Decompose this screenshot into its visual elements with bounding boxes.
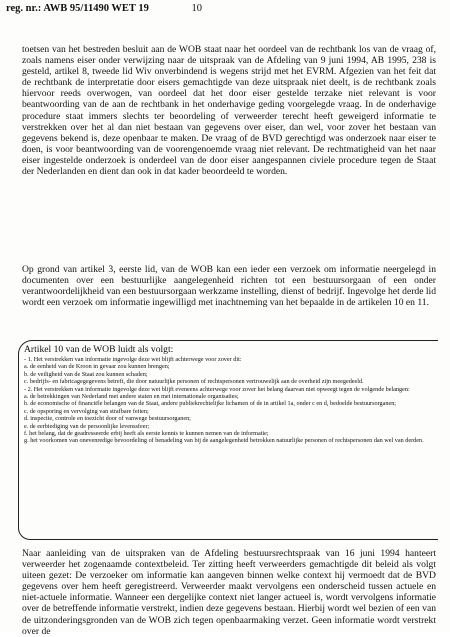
quote-line: a. de eenheid van de Kroon in gevaar zou kunnen brengen; bbox=[24, 363, 170, 371]
quote-line: e. de eerbiediging van de persoonlijke levenssfeer; bbox=[24, 422, 150, 430]
quote-line: - 1. Het verstrekken van informatie ingevolge deze wet blijft achterwege voor zover dit: bbox=[24, 356, 242, 363]
page-number: 10 bbox=[191, 3, 202, 14]
article-10-quote bbox=[24, 344, 430, 445]
quote-line: c. de opsporing en vervolging van strafbare feiten; bbox=[24, 407, 149, 415]
paragraph-context-policy: Naar aanleiding van de uitspraken van de Afdeling bestuursrechtspraak van 16 juni 1994 hanteert verweerder het zogenaamde contextbeleid. Ter zitting heeft verweerders gemachtigde dit beleid als volgt uiteen gezet: De verzoeker om informatie kan aangeven binnen welke context hij vermoedt dat de BVD gegevens over hem heeft geregistreerd. Verweerder maakt vervolgens een onderscheid tussen actuele en niet-actuele informatie. Wanneer een dergelijke context niet langer actueel is, wordt vervolgens informatie over de betreffende informatie verstrekt, indien deze gegevens bestaan. Hierbij wordt wel bezien of een van de uitzonderingsgronden van de WOB zich tegen openbaarmaking verzet. Geen informatie wordt verstrekt over de bbox=[22, 548, 436, 637]
quote-line: g. het voorkomen van onevenredige bevoordeling of benadeling van bij de aangelegenheid betrokken natuurlijke personen of rechtspersonen dan wel van derden. bbox=[24, 437, 424, 445]
quote-line: c. bedrijfs- en fabricagegegevens betreft, die door natuurlijke personen of rechtspersonen vertrouwelijk aan de overheid zijn meegedeeld. bbox=[24, 378, 364, 386]
quote-line: b. de economische of financiële belangen van de Staat, andere publiekrechtelijke lichamen of de in artikel 1a, onder c en d, bedoelde bestuursorganen; bbox=[24, 400, 397, 408]
quote-line: f. het belang, dat de geadresseerde erbij heeft als eerste kennis te kunnen nemen van de informatie; bbox=[24, 430, 269, 438]
quote-line: b. de veiligheid van de Staat zou kunnen schaden; bbox=[24, 370, 148, 378]
paragraph-article-3: Op grond van artikel 3, eerste lid, van de WOB kan een ieder een verzoek om informatie neergelegd in documenten over een bestuurlijke aangelegenheid richten tot een bestuursorgaan of een onder verantwoordelijkheid van een bestuursorgaan werkzame instelling, dienst of bedrijf. Ingevolge het derde lid wordt een verzoek om informatie ingewilligd met inachtneming van het bepaalde in de artikelen 10 en 11. bbox=[22, 264, 436, 309]
quote-line: - 2. Het verstrekken van informatie ingevolge deze wet blijft eveneens achterwege voor zover het belang daarvan niet opweegt tegen de volgende belangen: bbox=[24, 385, 410, 393]
quote-line: a. de betrekkingen van Nederland met andere staten en met internationale organisaties; bbox=[24, 393, 239, 401]
quote-line: d. inspectie, controle en toezicht door of vanwege bestuursorganen; bbox=[24, 415, 191, 423]
registration-number: reg. nr.: AWB 95/11490 WET 19 bbox=[6, 3, 149, 14]
quote-title: Artikel 10 van de WOB luidt als volgt: bbox=[24, 344, 174, 355]
paragraph-context-review: toetsen van het bestreden besluit aan de WOB staat naar het oordeel van de rechtbank los van de vraag of, zoals namens eiser onder verwijzing naar de uitspraak van de Afdeling van 9 juni 1994, AB 1995, 238 is gesteld, artikel 8, tweede lid Wiv onverbindend is wegens strijd met het EVRM. Afgezien van het feit dat de rechtbank de interpretatie door eisers gemachtigde van deze uitspraak niet deelt, is de rechtbank zoals hiervoor reeds overwogen, van oordeel dat het door eiser gestelde terzake niet relevant is voor beantwoording van de aan de rechtbank in het onderhavige geding voorgelegde vraag. In de onderhavige procedure staat immers slechts ter beoordeling of verweerder terecht heeft geweigerd informatie te verstrekken over het al dan niet bestaan van gegevens over eiser, dan wel, voor zover het bestaan van gegevens bekend is, deze openbaar te maken. De vraag of de BVD gerechtigd was onderzoek naar eiser te doen, is voor beantwoording van de voorengenoemde vraag niet relevant. De rechtmatigheid van het naar eiser ingestelde onderzoek is onderdeel van de door eiser aangespannen civiele procedure tegen de Staat der Nederlanden en dient dan ook in dat kader beoordeeld te worden. bbox=[22, 44, 436, 178]
page-header bbox=[6, 3, 202, 14]
